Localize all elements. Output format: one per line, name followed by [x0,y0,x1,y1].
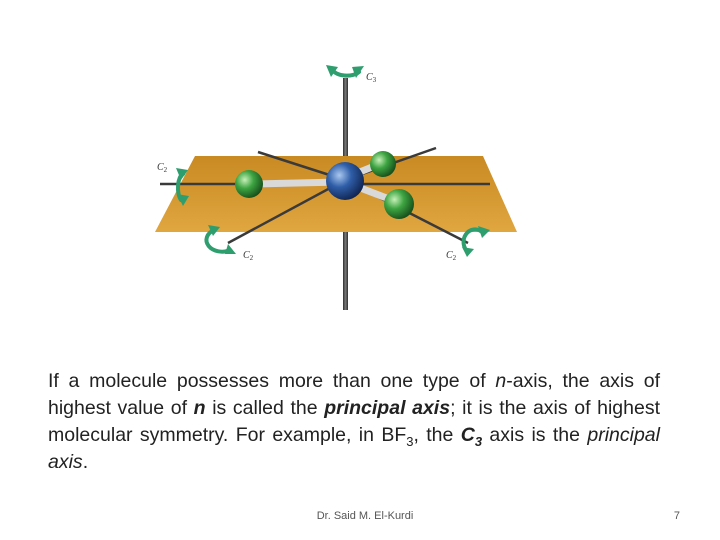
c2-left-axis-label: $C_2$ [157,162,168,174]
c2-front-right-axis-label: $C_2$ [446,250,457,262]
bf3-symmetry-diagram [140,50,540,320]
boron-atom [326,162,364,200]
c2-front-left-axis-label: $C_2$ [243,250,254,262]
page-number: 7 [673,510,680,522]
fluorine-atom-left [235,170,263,198]
fluorine-atom-front [384,189,414,219]
footer-author: Dr. Said M. El-Kurdi [316,510,414,522]
c3-axis-label: $C_3$ [366,72,377,84]
principal-axis-paragraph: If a molecule possesses more than one type of n-axis, the axis of highest value of n is called the principal axis; it is the axis of highest molecular symmetry. For example, in $BF_3$, the $C_3$ axis is the principal axis. [48,369,661,473]
c3-axis-lower [343,232,348,310]
fluorine-atom-back [370,151,396,177]
c3-rotation-arrow-icon [326,65,364,78]
